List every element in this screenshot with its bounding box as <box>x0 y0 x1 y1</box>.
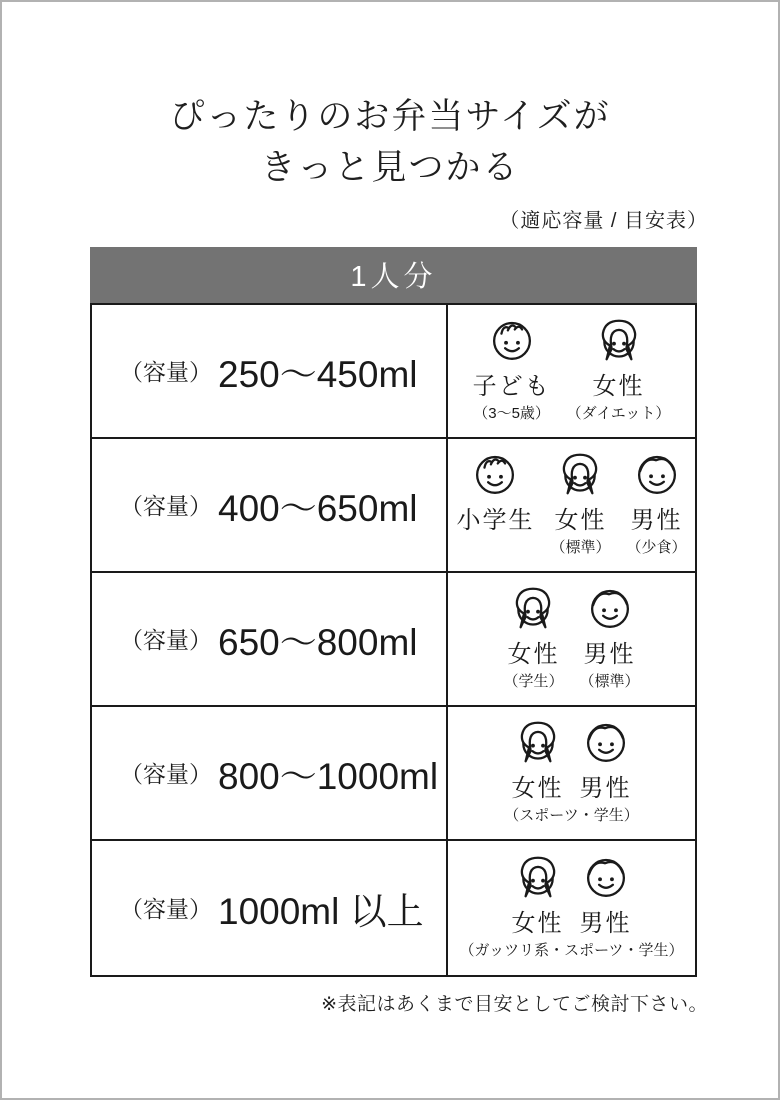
person <box>456 452 534 535</box>
person <box>567 318 671 423</box>
male-icon <box>588 586 632 630</box>
person-note: （ダイエット） <box>566 405 671 422</box>
persons-cell <box>448 439 695 571</box>
person-note: （標準） <box>579 673 640 690</box>
table-row <box>92 439 695 573</box>
table-body <box>90 303 697 977</box>
capacity-prefix: （容量） <box>120 493 212 519</box>
male-icon <box>635 452 679 496</box>
persons-cell <box>448 707 695 839</box>
capacity-prefix: （容量） <box>120 627 212 653</box>
person-name: 女性 <box>511 910 564 937</box>
person <box>580 586 640 691</box>
persons-row <box>503 586 639 691</box>
title-line-1: ぴったりのお弁当サイズが <box>169 97 611 136</box>
persons-cell <box>448 305 695 437</box>
persons-row <box>512 855 632 938</box>
person <box>580 720 632 803</box>
page-title <box>0 0 780 194</box>
table-row <box>92 841 695 975</box>
capacity-value: 400〜650ml <box>218 487 418 529</box>
table-row <box>92 573 695 707</box>
capacity-cell <box>92 439 448 571</box>
capacity-prefix: （容量） <box>120 359 212 385</box>
person <box>512 720 564 803</box>
female-icon <box>511 586 555 630</box>
capacity-cell <box>92 573 448 705</box>
female-icon <box>558 452 602 496</box>
female-icon <box>516 720 560 764</box>
persons-row <box>512 720 632 803</box>
person-name: 男性 <box>579 910 632 937</box>
persons-cell <box>448 841 695 975</box>
person <box>627 452 687 557</box>
capacity-value: 1000ml 以上 <box>218 890 424 932</box>
person-name: 男性 <box>630 507 683 534</box>
capacity-value: 800〜1000ml <box>218 755 439 797</box>
footnote: ※表記はあくまで目安としてご検討下さい。 <box>321 993 708 1015</box>
person <box>503 586 563 691</box>
female-icon <box>516 855 560 899</box>
shared-note: （ガッツリ系・スポーツ・学生） <box>459 942 684 959</box>
persons-row <box>456 452 686 557</box>
capacity-prefix: （容量） <box>120 896 212 922</box>
table-row <box>92 305 695 439</box>
capacity-cell <box>92 841 448 975</box>
subtitle: （適応容量 / 目安表） <box>499 209 708 232</box>
person-name: 男性 <box>583 641 636 668</box>
person <box>512 855 564 938</box>
person-name: 子ども <box>472 373 551 400</box>
capacity-cell <box>92 305 448 437</box>
table-header: 1人分 <box>90 247 697 303</box>
person-note: （3〜5歳） <box>473 405 550 422</box>
persons-row <box>473 318 671 423</box>
person <box>580 855 632 938</box>
child-icon <box>490 318 534 362</box>
person <box>550 452 610 557</box>
male-icon <box>584 855 628 899</box>
capacity-value: 650〜800ml <box>218 621 418 663</box>
person <box>473 318 551 423</box>
title-line-2: きっと見つかる <box>260 147 520 187</box>
person-note: （少食） <box>626 539 687 556</box>
capacity-cell <box>92 707 448 839</box>
female-icon <box>597 318 641 362</box>
persons-cell <box>448 573 695 705</box>
person-note: （標準） <box>550 539 611 556</box>
person-name: 女性 <box>554 507 607 534</box>
person-name: 女性 <box>511 775 564 802</box>
capacity-table <box>90 247 697 977</box>
male-icon <box>584 720 628 764</box>
table-row <box>92 707 695 841</box>
person-note: （学生） <box>503 673 564 690</box>
shared-note: （スポーツ・学生） <box>504 807 639 824</box>
person-name: 女性 <box>592 373 645 400</box>
child-icon <box>473 452 517 496</box>
person-name: 男性 <box>579 775 632 802</box>
capacity-value: 250〜450ml <box>218 353 418 395</box>
person-name: 女性 <box>507 641 560 668</box>
capacity-prefix: （容量） <box>120 761 212 787</box>
person-name: 小学生 <box>456 507 535 534</box>
